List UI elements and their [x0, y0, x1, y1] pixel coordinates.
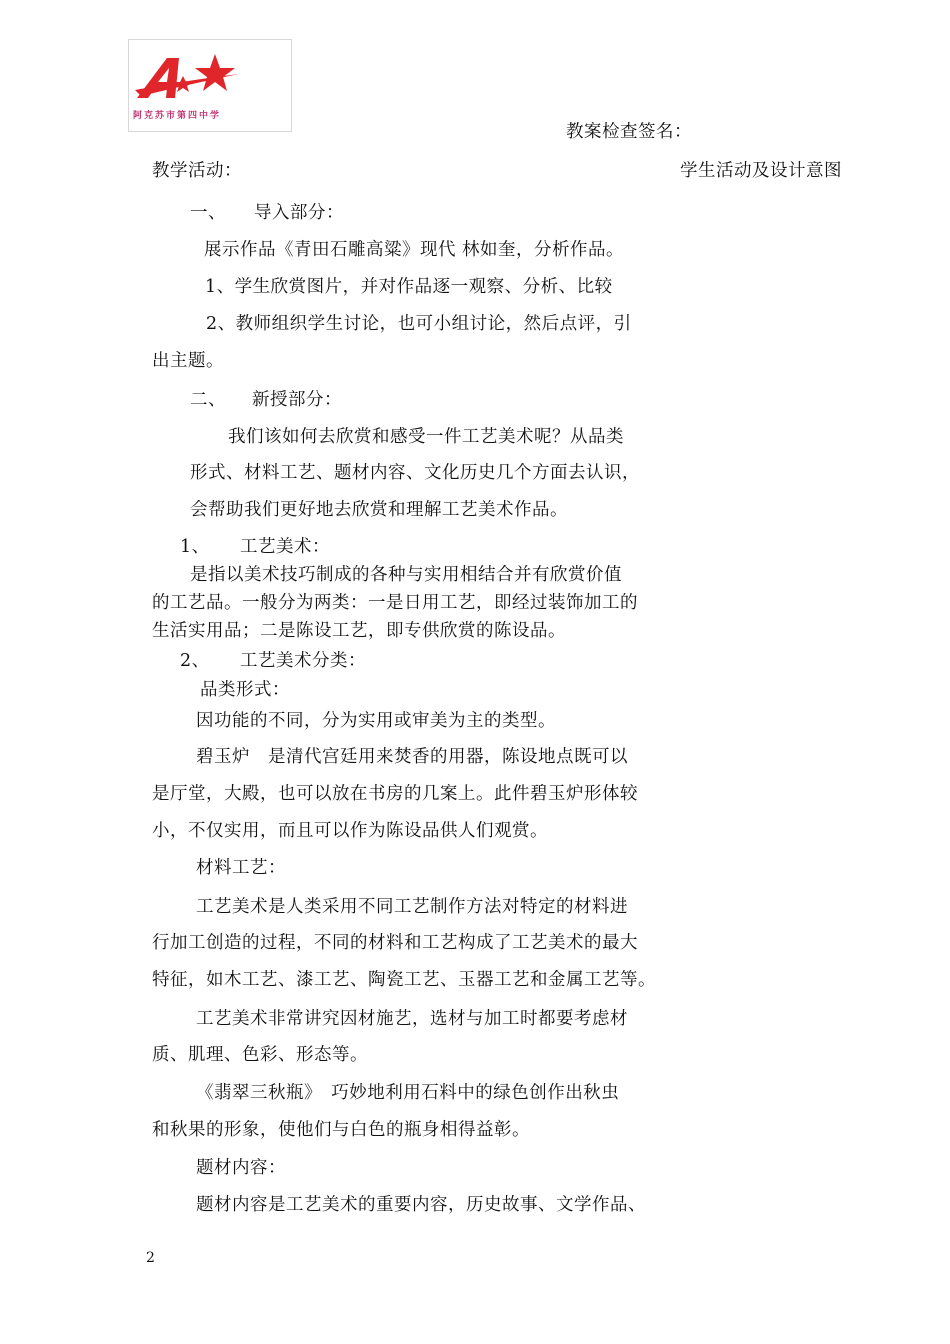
- paragraph: 工艺美术是人类采用不同工艺制作方法对特定的材料进: [196, 897, 628, 917]
- paragraph: 特征，如木工艺、漆工艺、陶瓷工艺、玉器工艺和金属工艺等。: [152, 970, 656, 990]
- paragraph: 的工艺品。一般分为两类：一是日用工艺，即经过装饰加工的: [152, 593, 638, 613]
- section1-title: 导入部分：: [254, 203, 344, 223]
- paragraph: 会帮助我们更好地去欣赏和理解工艺美术作品。: [190, 500, 568, 520]
- paragraph: 题材内容是工艺美术的重要内容，历史故事、文学作品、: [196, 1195, 646, 1215]
- subheading: 品类形式：: [200, 680, 290, 700]
- school-logo: [128, 39, 292, 132]
- paragraph: 碧玉炉 是清代宫廷用来焚香的用器，陈设地点既可以: [196, 747, 628, 767]
- logo-school-name: 阿克苏市第四中学: [133, 111, 222, 121]
- section1-number: 一、: [190, 203, 226, 223]
- page-number: 2: [146, 1250, 155, 1266]
- paragraph: 工艺美术非常讲究因材施艺，选材与加工时都要考虑材: [196, 1009, 628, 1029]
- subheading: 材料工艺：: [196, 858, 286, 878]
- item1-title: 工艺美术：: [240, 537, 330, 557]
- paragraph: 2、教师组织学生讨论，也可小组讨论，然后点评，引: [206, 314, 632, 334]
- paragraph: 是指以美术技巧制成的各种与实用相结合并有欣赏价值: [190, 565, 622, 585]
- paragraph: 行加工创造的过程，不同的材料和工艺构成了工艺美术的最大: [152, 933, 638, 953]
- right-column-title: 学生活动及设计意图: [680, 161, 842, 181]
- paragraph: 《翡翠三秋瓶》 巧妙地利用石料中的绿色创作出秋虫: [196, 1083, 620, 1103]
- paragraph: 我们该如何去欣赏和感受一件工艺美术呢？从品类: [228, 427, 624, 447]
- paragraph: 和秋果的形象，使他们与白色的瓶身相得益彰。: [152, 1120, 530, 1140]
- paragraph: 生活实用品；二是陈设工艺，即专供欣赏的陈设品。: [152, 621, 566, 641]
- section2-title: 新授部分：: [252, 390, 342, 410]
- a-star-logo-icon: [129, 40, 293, 110]
- item2-title: 工艺美术分类：: [240, 651, 366, 671]
- item1-number: 1、: [180, 537, 210, 557]
- paragraph: 小，不仅实用，而且可以作为陈设品供人们观赏。: [152, 821, 548, 841]
- paragraph: 1、学生欣赏图片，并对作品逐一观察、分析、比较: [205, 277, 613, 297]
- paragraph: 出主题。: [152, 351, 224, 371]
- section2-number: 二、: [190, 390, 226, 410]
- paragraph: 质、肌理、色彩、形态等。: [152, 1045, 368, 1065]
- paragraph: 因功能的不同，分为实用或审美为主的类型。: [196, 711, 556, 731]
- item2-number: 2、: [180, 651, 210, 671]
- paragraph: 是厅堂，大殿，也可以放在书房的几案上。此件碧玉炉形体较: [152, 784, 638, 804]
- paragraph: 形式、材料工艺、题材内容、文化历史几个方面去认识，: [190, 463, 640, 483]
- paragraph: 展示作品《青田石雕高粱》现代 林如奎，分析作品。: [204, 240, 625, 260]
- subheading: 题材内容：: [196, 1158, 286, 1178]
- left-column-title: 教学活动：: [152, 161, 242, 181]
- signature-label: 教案检查签名：: [566, 122, 692, 142]
